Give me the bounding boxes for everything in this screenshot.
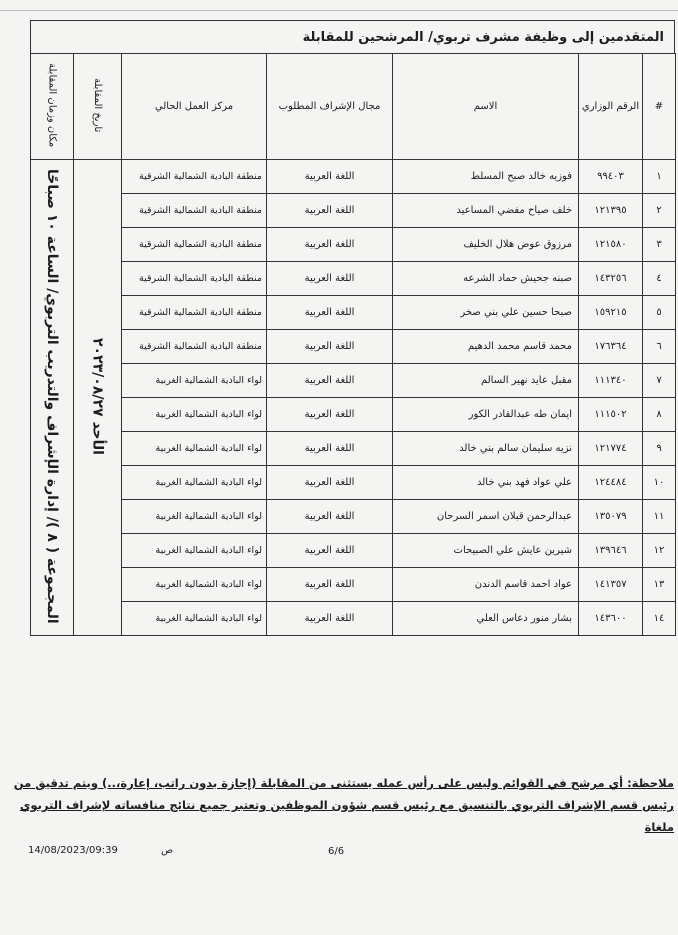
cell-ministry-id: ١٢١٧٧٤: [579, 432, 643, 466]
cell-num: ١٢: [643, 534, 676, 568]
cell-num: ٤: [643, 262, 676, 296]
footer-page-number: 6/6: [328, 846, 345, 857]
cell-name: خلف صياح مفضي المساعيد: [393, 194, 579, 228]
cell-num: ١٤: [643, 602, 676, 636]
cell-num: ٢: [643, 194, 676, 228]
table-row: [31, 398, 676, 432]
cell-ministry-id: ١٢١٣٩٥: [579, 194, 643, 228]
cell-num: ٧: [643, 364, 676, 398]
cell-workplace: منطقة البادية الشمالية الشرقية: [122, 296, 267, 330]
cell-field: اللغة العربية: [267, 194, 393, 228]
interview-date-text: الأحد ٢٠٢٣/٠٨/٢٧: [89, 337, 106, 455]
cell-workplace: منطقة البادية الشمالية الشرقية: [122, 228, 267, 262]
col-header-field: مجال الإشراف المطلوب: [267, 54, 393, 160]
table-row: [31, 568, 676, 602]
page-edge-line: [0, 10, 678, 11]
table-row: [31, 160, 676, 194]
cell-field: اللغة العربية: [267, 262, 393, 296]
cell-workplace: لواء البادية الشمالية الغربية: [122, 466, 267, 500]
cell-workplace: منطقة البادية الشمالية الشرقية: [122, 194, 267, 228]
cell-ministry-id: ١٢٤٤٨٤: [579, 466, 643, 500]
col-header-name: الاسم: [393, 54, 579, 160]
cell-workplace: لواء البادية الشمالية الغربية: [122, 534, 267, 568]
cell-field: اللغة العربية: [267, 466, 393, 500]
cell-name: مقبل عايد نهير السالم: [393, 364, 579, 398]
cell-ministry-id: ١٤٣٢٥٦: [579, 262, 643, 296]
cell-interview-date: [74, 160, 122, 636]
cell-name: صبنه جحيش حماد الشرعه: [393, 262, 579, 296]
cell-name: محمد قاسم محمد الدهيم: [393, 330, 579, 364]
cell-interview-place: [31, 160, 74, 636]
cell-workplace: لواء البادية الشمالية الغربية: [122, 568, 267, 602]
col-header-date-text: تاريخ المقابلة: [92, 77, 103, 133]
cell-field: اللغة العربية: [267, 568, 393, 602]
cell-field: اللغة العربية: [267, 534, 393, 568]
cell-field: اللغة العربية: [267, 364, 393, 398]
cell-ministry-id: ٩٩٤٠٣: [579, 160, 643, 194]
cell-ministry-id: ١١١٥٠٢: [579, 398, 643, 432]
cell-field: اللغة العربية: [267, 398, 393, 432]
cell-workplace: لواء البادية الشمالية الغربية: [122, 432, 267, 466]
cell-name: بشار منور دعاس العلي: [393, 602, 579, 636]
table-row: [31, 432, 676, 466]
page-title: المتقدمين إلى وظيفة مشرف تربوي/ المرشحين للمقابلة: [30, 20, 675, 54]
cell-num: ٣: [643, 228, 676, 262]
cell-name: ايمان طه عبدالقادر الكور: [393, 398, 579, 432]
cell-workplace: لواء البادية الشمالية الغربية: [122, 398, 267, 432]
cell-ministry-id: ١٥٩٢١٥: [579, 296, 643, 330]
cell-num: ٥: [643, 296, 676, 330]
col-header-num: #: [643, 54, 676, 160]
cell-name: عواد احمد قاسم الدندن: [393, 568, 579, 602]
col-header-ministry-id: الرقم الوزاري: [579, 54, 643, 160]
cell-name: عبدالرحمن قبلان اسمر السرحان: [393, 500, 579, 534]
cell-field: اللغة العربية: [267, 228, 393, 262]
footer-ampm: ص: [161, 845, 174, 856]
cell-name: علي عواد فهد بني خالد: [393, 466, 579, 500]
cell-ministry-id: ١٤١٣٥٧: [579, 568, 643, 602]
table-row: [31, 228, 676, 262]
col-header-place: [31, 54, 74, 160]
cell-field: اللغة العربية: [267, 160, 393, 194]
cell-name: شيرين عايش علي الصبيحات: [393, 534, 579, 568]
cell-num: ١١: [643, 500, 676, 534]
cell-workplace: منطقة البادية الشمالية الشرقية: [122, 160, 267, 194]
footer-datetime-value: 14/08/2023/09:39: [28, 845, 118, 856]
cell-num: ٩: [643, 432, 676, 466]
interview-place-text: المجموعة ( ٨ )/ إدارة الإشراف والتدريب التربوي/ الساعة ١٠ صباحًا: [44, 168, 60, 624]
cell-field: اللغة العربية: [267, 296, 393, 330]
table-row: [31, 330, 676, 364]
cell-num: ٨: [643, 398, 676, 432]
cell-workplace: منطقة البادية الشمالية الشرقية: [122, 262, 267, 296]
table-row: [31, 296, 676, 330]
cell-workplace: لواء البادية الشمالية الغربية: [122, 602, 267, 636]
col-header-place-text: مكان وزمان المقابلة: [46, 62, 58, 148]
cell-ministry-id: ١٣٥٠٧٩: [579, 500, 643, 534]
cell-num: ١: [643, 160, 676, 194]
cell-ministry-id: ١٣٩٦٤٦: [579, 534, 643, 568]
cell-field: اللغة العربية: [267, 500, 393, 534]
cell-ministry-id: ١٢١٥٨٠: [579, 228, 643, 262]
cell-name: نزيه سليمان سالم بني خالد: [393, 432, 579, 466]
cell-field: اللغة العربية: [267, 602, 393, 636]
cell-num: ٦: [643, 330, 676, 364]
cell-ministry-id: ١٧٦٣٦٤: [579, 330, 643, 364]
table-row: [31, 500, 676, 534]
note-text: ملاحظة: أي مرشح في القوائم وليس على رأس عمله يستثنى من المقابلة (إجازة بدون راتب، إعارة،..) ويتم تدقيق من رئيس قسم الإشراف التربوي بالتنسيق مع رئيس قسم شؤون الموظفين وتعتبر جميع نتائج منافساته لإشراف التربوي ملغاة: [13, 776, 674, 834]
table-row: [31, 364, 676, 398]
table-row: [31, 534, 676, 568]
table-row: [31, 466, 676, 500]
table-header-row: [31, 54, 676, 160]
cell-num: ١٣: [643, 568, 676, 602]
col-header-workplace: مركز العمل الحالي: [122, 54, 267, 160]
cell-workplace: لواء البادية الشمالية الغربية: [122, 500, 267, 534]
cell-name: مرزوق عوض هلال الخليف: [393, 228, 579, 262]
candidates-table: [30, 53, 676, 636]
table-row: [31, 262, 676, 296]
cell-workplace: منطقة البادية الشمالية الشرقية: [122, 330, 267, 364]
cell-name: فوزيه خالد صبح المسلط: [393, 160, 579, 194]
cell-ministry-id: ١٤٣٦٠٠: [579, 602, 643, 636]
col-header-date: [74, 54, 122, 160]
cell-ministry-id: ١١١٣٤٠: [579, 364, 643, 398]
footer-datetime: [28, 845, 173, 856]
cell-name: صبحا حسين علي بني صخر: [393, 296, 579, 330]
cell-workplace: لواء البادية الشمالية الغربية: [122, 364, 267, 398]
cell-num: ١٠: [643, 466, 676, 500]
table-row: [31, 602, 676, 636]
cell-field: اللغة العربية: [267, 330, 393, 364]
cell-field: اللغة العربية: [267, 432, 393, 466]
table-row: [31, 194, 676, 228]
